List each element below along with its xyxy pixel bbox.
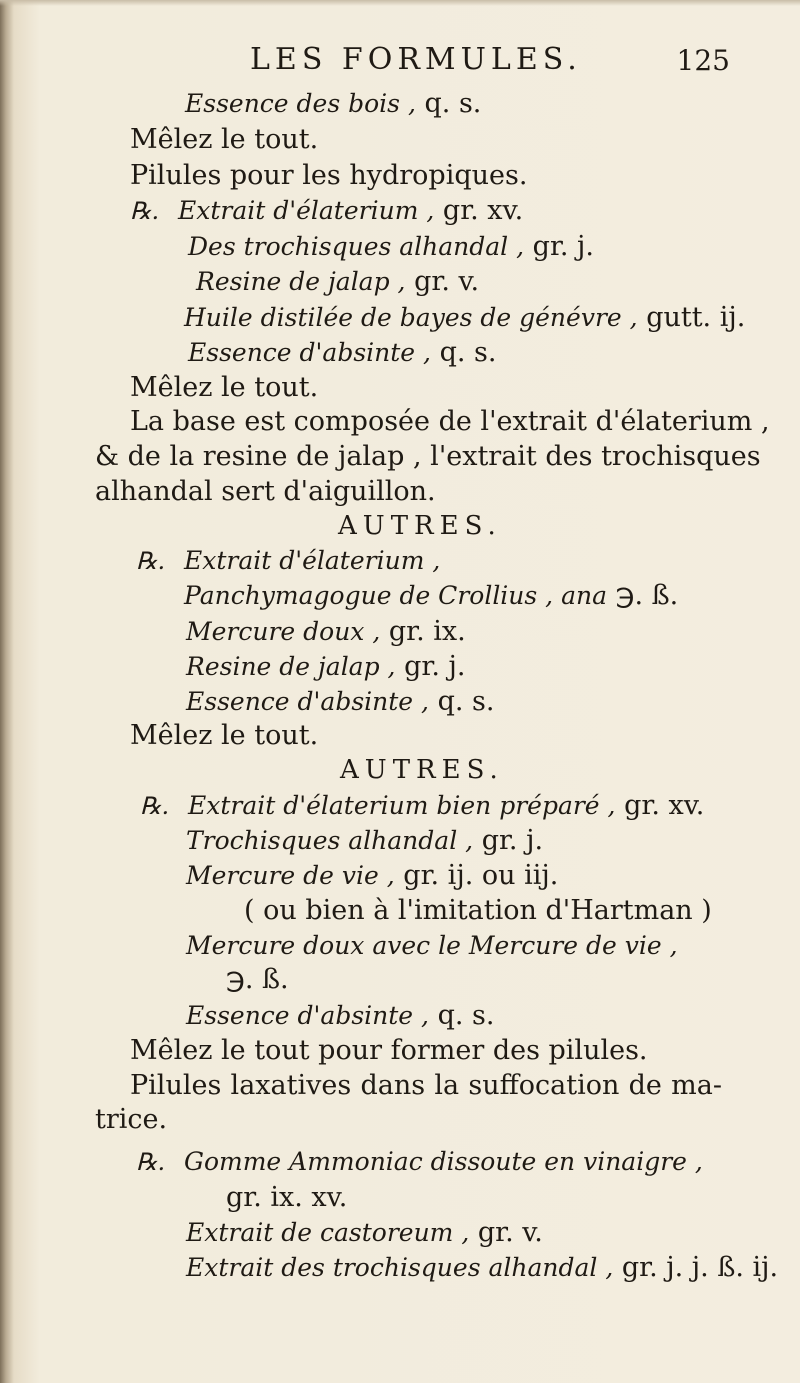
section-heading: AUTRES. [340, 755, 504, 785]
text-line: Mêlez le tout. [130, 372, 319, 403]
ingredient-line: Mercure doux avec le Mercure de vie , [186, 931, 678, 960]
running-title: LES FORMULES. [250, 42, 582, 77]
recipe-symbol: ℞. [136, 1148, 166, 1176]
recipe-line: ℞. Extrait d'élaterium , gr. xv. [130, 193, 523, 229]
recipe-line: ℞. Extrait d'élaterium , [136, 543, 440, 579]
section-title: Pilules laxatives dans la suffocation de ma- [130, 1070, 722, 1101]
ingredient-line: Extrait des trochisques alhandal , gr. j. j. ß. ij. [186, 1252, 779, 1283]
ingredient-line: Mercure doux , gr. ix. [186, 616, 466, 647]
paragraph-line: & de la resine de jalap , l'extrait des trochisques [95, 441, 761, 472]
dose-line: gr. ix. xv. [226, 1182, 348, 1213]
ingredient-line: Essence d'absinte , q. s. [186, 1000, 495, 1031]
ingredient-line: Essence d'absinte , q. s. [186, 686, 495, 717]
ingredient-line: Extrait de castoreum , gr. v. [186, 1217, 543, 1248]
ingredient-line: Resine de jalap , gr. j. [186, 651, 466, 682]
ingredient-line: Huile distilée de bayes de génévre , gutt. ij. [184, 302, 746, 333]
dose-line: ℈. ß. [226, 964, 289, 995]
recipe-line: ℞. Extrait d'élaterium bien préparé , gr. xv. [140, 788, 704, 824]
ingredient-line: Trochisques alhandal , gr. j. [186, 825, 544, 856]
recipe-symbol: ℞. [140, 792, 170, 820]
recipe-symbol: ℞. [136, 547, 166, 575]
text-line: Mêlez le tout. [130, 720, 319, 751]
paragraph-line: alhandal sert d'aiguillon. [95, 476, 436, 507]
section-title: trice. [95, 1104, 168, 1135]
text-line: Mêlez le tout pour former des pilules. [130, 1035, 648, 1066]
ingredient-line: Essence d'absinte , q. s. [188, 337, 497, 368]
section-heading: AUTRES. [338, 511, 502, 541]
recipe-line: ℞. Gomme Ammoniac dissoute en vinaigre , [136, 1144, 703, 1180]
text-line: ( ou bien à l'imitation d'Hartman ) [244, 895, 712, 926]
page-header [250, 42, 730, 90]
text-line: Mêlez le tout. [130, 124, 319, 155]
ingredient-line: Panchymagogue de Crollius , ana ℈. ß. [184, 580, 679, 611]
ingredient-line: Mercure de vie , gr. ij. ou iij. [186, 860, 559, 891]
ingredient-line: Essence des bois , q. s. [185, 88, 482, 119]
page-number: 125 [676, 44, 730, 77]
section-title: Pilules pour les hydropiques. [130, 160, 528, 191]
paragraph-line: La base est composée de l'extrait d'élaterium , [130, 406, 770, 437]
recipe-symbol: ℞. [130, 197, 160, 225]
ingredient-line: Resine de jalap , gr. v. [196, 266, 480, 297]
ingredient-line: Des trochisques alhandal , gr. j. [188, 231, 595, 262]
